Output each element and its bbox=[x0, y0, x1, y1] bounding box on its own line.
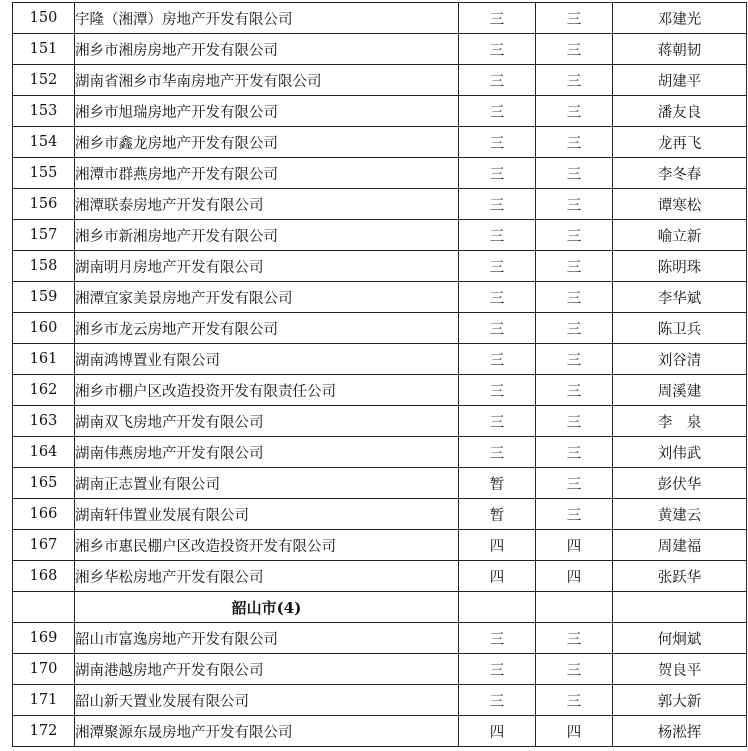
person-name: 陈明珠 bbox=[613, 251, 747, 282]
row-number: 165 bbox=[13, 468, 75, 499]
qualification-grade: 三 bbox=[459, 158, 536, 189]
row-number: 170 bbox=[13, 654, 75, 685]
company-name: 湘乡华松房地产开发有限公司 bbox=[75, 561, 459, 592]
person-name: 谭寒松 bbox=[613, 189, 747, 220]
row-number: 166 bbox=[13, 499, 75, 530]
person-name: 何炯斌 bbox=[613, 623, 747, 654]
company-name: 宇隆（湘潭）房地产开发有限公司 bbox=[75, 3, 459, 34]
qualification-grade: 三 bbox=[459, 654, 536, 685]
company-name: 湘潭宜家美景房地产开发有限公司 bbox=[75, 282, 459, 313]
row-number: 172 bbox=[13, 716, 75, 747]
qualification-grade-2: 三 bbox=[536, 251, 613, 282]
table-row bbox=[13, 530, 747, 561]
person-name: 李冬春 bbox=[613, 158, 747, 189]
section-header-group bbox=[13, 592, 747, 623]
table-row bbox=[13, 406, 747, 437]
company-name: 湘潭联泰房地产开发有限公司 bbox=[75, 189, 459, 220]
section-blank-cell bbox=[13, 592, 75, 623]
company-name: 韶山市富逸房地产开发有限公司 bbox=[75, 623, 459, 654]
company-name: 湖南港越房地产开发有限公司 bbox=[75, 654, 459, 685]
qualification-grade: 三 bbox=[459, 437, 536, 468]
qualification-grade: 暂 bbox=[459, 499, 536, 530]
company-name: 韶山新天置业发展有限公司 bbox=[75, 685, 459, 716]
section-blank-cell bbox=[613, 592, 747, 623]
table-row bbox=[13, 437, 747, 468]
table-row bbox=[13, 65, 747, 96]
qualification-grade-2: 三 bbox=[536, 65, 613, 96]
row-number: 152 bbox=[13, 65, 75, 96]
qualification-grade: 三 bbox=[459, 127, 536, 158]
table-row bbox=[13, 189, 747, 220]
qualification-grade: 三 bbox=[459, 3, 536, 34]
person-name: 蒋朝韧 bbox=[613, 34, 747, 65]
company-name: 湘潭市群燕房地产开发有限公司 bbox=[75, 158, 459, 189]
person-name: 刘谷清 bbox=[613, 344, 747, 375]
person-name: 张跃华 bbox=[613, 561, 747, 592]
section-title: 韶山市(4) bbox=[75, 592, 459, 623]
qualification-grade: 四 bbox=[459, 716, 536, 747]
qualification-grade: 三 bbox=[459, 96, 536, 127]
person-name: 邓建光 bbox=[613, 3, 747, 34]
qualification-grade: 三 bbox=[459, 189, 536, 220]
company-name: 湖南省湘乡市华南房地产开发有限公司 bbox=[75, 65, 459, 96]
person-name: 郭大新 bbox=[613, 685, 747, 716]
company-name: 湘乡市惠民棚户区改造投资开发有限公司 bbox=[75, 530, 459, 561]
table-row bbox=[13, 623, 747, 654]
qualification-grade-2: 四 bbox=[536, 561, 613, 592]
company-name: 湘乡市旭瑞房地产开发有限公司 bbox=[75, 96, 459, 127]
table-row bbox=[13, 282, 747, 313]
qualification-grade-2: 三 bbox=[536, 3, 613, 34]
person-name: 周溪建 bbox=[613, 375, 747, 406]
qualification-grade: 暂 bbox=[459, 468, 536, 499]
row-number: 169 bbox=[13, 623, 75, 654]
person-name: 周建福 bbox=[613, 530, 747, 561]
person-name: 李华斌 bbox=[613, 282, 747, 313]
qualification-grade: 三 bbox=[459, 344, 536, 375]
row-number: 158 bbox=[13, 251, 75, 282]
qualification-grade: 三 bbox=[459, 685, 536, 716]
qualification-grade-2: 三 bbox=[536, 282, 613, 313]
company-name: 湘潭聚源东晟房地产开发有限公司 bbox=[75, 716, 459, 747]
person-name: 黄建云 bbox=[613, 499, 747, 530]
table-row bbox=[13, 685, 747, 716]
table-row bbox=[13, 220, 747, 251]
qualification-grade-2: 三 bbox=[536, 685, 613, 716]
qualification-grade-2: 三 bbox=[536, 344, 613, 375]
qualification-grade-2: 三 bbox=[536, 189, 613, 220]
qualification-grade-2: 三 bbox=[536, 34, 613, 65]
row-number: 162 bbox=[13, 375, 75, 406]
row-number: 163 bbox=[13, 406, 75, 437]
qualification-grade: 四 bbox=[459, 561, 536, 592]
row-number: 153 bbox=[13, 96, 75, 127]
qualification-grade-2: 三 bbox=[536, 468, 613, 499]
company-name: 湖南伟燕房地产开发有限公司 bbox=[75, 437, 459, 468]
company-qualification-table bbox=[12, 2, 747, 747]
qualification-grade-2: 四 bbox=[536, 716, 613, 747]
row-number: 155 bbox=[13, 158, 75, 189]
qualification-grade: 三 bbox=[459, 65, 536, 96]
row-number: 171 bbox=[13, 685, 75, 716]
table-row bbox=[13, 313, 747, 344]
company-name: 湘乡市棚户区改造投资开发有限责任公司 bbox=[75, 375, 459, 406]
qualification-grade-2: 三 bbox=[536, 220, 613, 251]
table-body-upper bbox=[13, 3, 747, 592]
person-name: 龙再飞 bbox=[613, 127, 747, 158]
row-number: 159 bbox=[13, 282, 75, 313]
person-name: 贺良平 bbox=[613, 654, 747, 685]
person-name: 李 泉 bbox=[613, 406, 747, 437]
table-row bbox=[13, 96, 747, 127]
table-row bbox=[13, 251, 747, 282]
qualification-grade: 三 bbox=[459, 34, 536, 65]
person-name: 喻立新 bbox=[613, 220, 747, 251]
qualification-grade-2: 三 bbox=[536, 96, 613, 127]
company-name: 湘乡市龙云房地产开发有限公司 bbox=[75, 313, 459, 344]
table-row bbox=[13, 344, 747, 375]
table-row bbox=[13, 3, 747, 34]
row-number: 156 bbox=[13, 189, 75, 220]
table-row bbox=[13, 468, 747, 499]
qualification-grade: 三 bbox=[459, 251, 536, 282]
qualification-grade: 三 bbox=[459, 623, 536, 654]
person-name: 彭伏华 bbox=[613, 468, 747, 499]
table-row bbox=[13, 716, 747, 747]
company-name: 湖南鸿博置业有限公司 bbox=[75, 344, 459, 375]
table-row bbox=[13, 127, 747, 158]
qualification-grade: 三 bbox=[459, 406, 536, 437]
row-number: 154 bbox=[13, 127, 75, 158]
table-row bbox=[13, 654, 747, 685]
table-row bbox=[13, 158, 747, 189]
qualification-grade-2: 三 bbox=[536, 499, 613, 530]
person-name: 杨淞挥 bbox=[613, 716, 747, 747]
section-blank-cell bbox=[459, 592, 536, 623]
qualification-grade: 四 bbox=[459, 530, 536, 561]
row-number: 161 bbox=[13, 344, 75, 375]
table-row bbox=[13, 561, 747, 592]
person-name: 刘伟武 bbox=[613, 437, 747, 468]
company-name: 湖南明月房地产开发有限公司 bbox=[75, 251, 459, 282]
table-body-lower bbox=[13, 623, 747, 747]
company-name: 湘乡市新湘房地产开发有限公司 bbox=[75, 220, 459, 251]
qualification-grade: 三 bbox=[459, 220, 536, 251]
row-number: 150 bbox=[13, 3, 75, 34]
row-number: 151 bbox=[13, 34, 75, 65]
row-number: 164 bbox=[13, 437, 75, 468]
row-number: 168 bbox=[13, 561, 75, 592]
qualification-grade-2: 三 bbox=[536, 127, 613, 158]
table-row bbox=[13, 34, 747, 65]
qualification-grade-2: 四 bbox=[536, 530, 613, 561]
person-name: 胡建平 bbox=[613, 65, 747, 96]
company-name: 湖南轩伟置业发展有限公司 bbox=[75, 499, 459, 530]
company-name: 湘乡市鑫龙房地产开发有限公司 bbox=[75, 127, 459, 158]
qualification-grade-2: 三 bbox=[536, 406, 613, 437]
table-row bbox=[13, 499, 747, 530]
qualification-grade: 三 bbox=[459, 313, 536, 344]
row-number: 157 bbox=[13, 220, 75, 251]
qualification-grade-2: 三 bbox=[536, 437, 613, 468]
qualification-grade-2: 三 bbox=[536, 623, 613, 654]
company-name: 湖南正志置业有限公司 bbox=[75, 468, 459, 499]
row-number: 160 bbox=[13, 313, 75, 344]
qualification-grade: 三 bbox=[459, 282, 536, 313]
row-number: 167 bbox=[13, 530, 75, 561]
qualification-grade-2: 三 bbox=[536, 654, 613, 685]
company-name: 湖南双飞房地产开发有限公司 bbox=[75, 406, 459, 437]
person-name: 潘友良 bbox=[613, 96, 747, 127]
qualification-grade-2: 三 bbox=[536, 375, 613, 406]
qualification-grade-2: 三 bbox=[536, 158, 613, 189]
company-name: 湘乡市湘房房地产开发有限公司 bbox=[75, 34, 459, 65]
section-header-row bbox=[13, 592, 747, 623]
qualification-grade: 三 bbox=[459, 375, 536, 406]
qualification-grade-2: 三 bbox=[536, 313, 613, 344]
section-blank-cell bbox=[536, 592, 613, 623]
person-name: 陈卫兵 bbox=[613, 313, 747, 344]
table-row bbox=[13, 375, 747, 406]
